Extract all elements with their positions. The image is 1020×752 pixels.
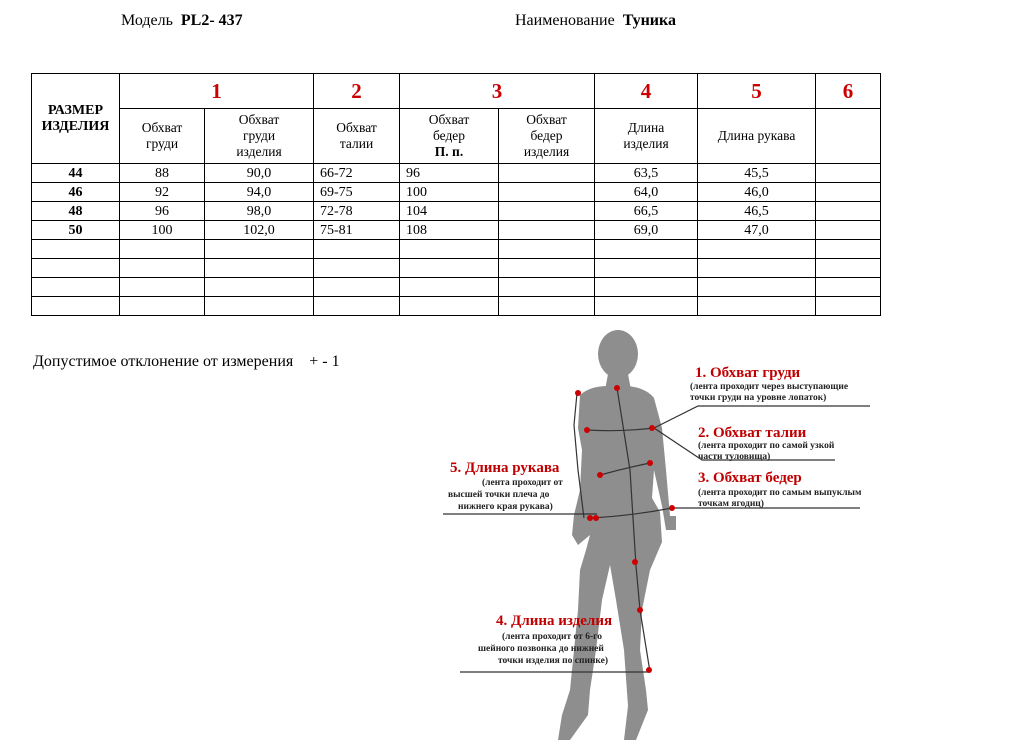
value-cell: 46,5 bbox=[698, 202, 816, 221]
figure-label-line: (лента проходит от 6-го bbox=[502, 632, 602, 642]
size-cell: 44 bbox=[32, 164, 120, 183]
figure-label-line: высшей точки плеча до bbox=[448, 490, 550, 500]
column-header: Обхват талии bbox=[314, 109, 400, 164]
figure-label-title: 1. Обхват груди bbox=[695, 365, 801, 381]
group-number: 2 bbox=[314, 74, 400, 109]
value-cell: 75-81 bbox=[314, 221, 400, 240]
value-cell: 69,0 bbox=[595, 221, 698, 240]
table-row bbox=[32, 297, 881, 316]
value-cell bbox=[400, 278, 499, 297]
value-cell bbox=[816, 202, 881, 221]
model-value: PL2- 437 bbox=[180, 12, 243, 29]
column-header: Обхват груди изделия bbox=[205, 109, 314, 164]
corner-line: РАЗМЕР bbox=[47, 102, 103, 118]
value-cell: 98,0 bbox=[205, 202, 314, 221]
value-cell bbox=[499, 278, 595, 297]
value-cell: 102,0 bbox=[205, 221, 314, 240]
figure-label-line: точки изделия по спинке) bbox=[498, 656, 609, 666]
figure-label-title: 5. Длина рукава bbox=[450, 460, 560, 476]
size-corner-cell bbox=[32, 74, 120, 164]
column-header: Обхват бедер изделия bbox=[499, 109, 595, 164]
group-number: 3 bbox=[400, 74, 595, 109]
group-header-row bbox=[32, 74, 881, 109]
value-cell bbox=[120, 240, 205, 259]
value-cell: 88 bbox=[120, 164, 205, 183]
figure-label-line: (лента проходит по самой узкой bbox=[698, 441, 835, 451]
table-row bbox=[32, 183, 881, 202]
figure-label-title: 3. Обхват бедер bbox=[698, 470, 802, 486]
value-cell bbox=[595, 297, 698, 316]
figure-label-line: нижнего края рукава) bbox=[458, 502, 553, 512]
value-cell: 69-75 bbox=[314, 183, 400, 202]
value-cell bbox=[499, 221, 595, 240]
tolerance-note: Допустимое отклонение от измерения + - 1 bbox=[33, 353, 340, 370]
table-row bbox=[32, 259, 881, 278]
group-number: 5 bbox=[698, 74, 816, 109]
value-cell bbox=[816, 240, 881, 259]
group-number: 6 bbox=[816, 74, 881, 109]
value-cell: 94,0 bbox=[205, 183, 314, 202]
value-cell bbox=[595, 240, 698, 259]
value-cell: 108 bbox=[400, 221, 499, 240]
column-header: Обхват бедер П. п. bbox=[400, 109, 499, 164]
name-value: Туника bbox=[622, 12, 676, 29]
value-cell bbox=[698, 259, 816, 278]
value-cell: 47,0 bbox=[698, 221, 816, 240]
value-cell bbox=[120, 259, 205, 278]
size-cell: 50 bbox=[32, 221, 120, 240]
figure-label-title: 2. Обхват талии bbox=[698, 425, 807, 441]
value-cell: 90,0 bbox=[205, 164, 314, 183]
value-cell bbox=[499, 259, 595, 278]
size-cell: 48 bbox=[32, 202, 120, 221]
value-cell bbox=[205, 278, 314, 297]
column-header: Длина рукава bbox=[698, 109, 816, 164]
measurement-figure bbox=[440, 320, 900, 745]
value-cell: 72-78 bbox=[314, 202, 400, 221]
value-cell: 96 bbox=[400, 164, 499, 183]
table-row bbox=[32, 240, 881, 259]
corner-line: ИЗДЕЛИЯ bbox=[41, 118, 110, 134]
value-cell bbox=[314, 297, 400, 316]
size-cell: 46 bbox=[32, 183, 120, 202]
column-header: Обхват груди bbox=[120, 109, 205, 164]
figure-label-line: (лента проходит через выступающие bbox=[690, 382, 849, 392]
value-cell: 64,0 bbox=[595, 183, 698, 202]
value-cell: 100 bbox=[400, 183, 499, 202]
table-row bbox=[32, 164, 881, 183]
value-cell bbox=[698, 240, 816, 259]
column-header: Длина изделия bbox=[595, 109, 698, 164]
value-cell bbox=[314, 240, 400, 259]
size-table bbox=[31, 73, 881, 316]
value-cell bbox=[314, 278, 400, 297]
value-cell: 104 bbox=[400, 202, 499, 221]
model-header bbox=[121, 12, 243, 30]
column-header bbox=[816, 109, 881, 164]
figure-label-line: части туловища) bbox=[698, 452, 771, 462]
value-cell bbox=[698, 297, 816, 316]
figure-label-line: точки груди на уровне лопаток) bbox=[690, 393, 827, 403]
size-cell bbox=[32, 240, 120, 259]
value-cell bbox=[816, 259, 881, 278]
value-cell bbox=[314, 259, 400, 278]
value-cell bbox=[816, 183, 881, 202]
value-cell bbox=[120, 297, 205, 316]
figure-label-line: (лента проходит по самым выпуклым bbox=[698, 488, 862, 498]
value-cell bbox=[400, 240, 499, 259]
table-row bbox=[32, 221, 881, 240]
size-cell bbox=[32, 259, 120, 278]
figure-label-line: (лента проходит от bbox=[482, 478, 563, 488]
value-cell bbox=[205, 297, 314, 316]
value-cell bbox=[816, 297, 881, 316]
value-cell: 92 bbox=[120, 183, 205, 202]
value-cell bbox=[816, 164, 881, 183]
value-cell bbox=[400, 297, 499, 316]
value-cell bbox=[205, 259, 314, 278]
value-cell bbox=[698, 278, 816, 297]
value-cell: 46,0 bbox=[698, 183, 816, 202]
value-cell bbox=[816, 221, 881, 240]
value-cell bbox=[595, 259, 698, 278]
value-cell bbox=[499, 183, 595, 202]
size-cell bbox=[32, 297, 120, 316]
value-cell bbox=[499, 202, 595, 221]
value-cell: 45,5 bbox=[698, 164, 816, 183]
figure-label-line: точкам ягодиц) bbox=[698, 499, 764, 509]
value-cell bbox=[499, 240, 595, 259]
value-cell: 96 bbox=[120, 202, 205, 221]
figure-label-line: шейного позвонка до нижней bbox=[478, 644, 604, 654]
value-cell bbox=[499, 164, 595, 183]
table-row bbox=[32, 278, 881, 297]
group-number: 1 bbox=[120, 74, 314, 109]
value-cell: 66,5 bbox=[595, 202, 698, 221]
value-cell: 66-72 bbox=[314, 164, 400, 183]
value-cell bbox=[595, 278, 698, 297]
table-row bbox=[32, 202, 881, 221]
value-cell: 63,5 bbox=[595, 164, 698, 183]
value-cell: 100 bbox=[120, 221, 205, 240]
size-cell bbox=[32, 278, 120, 297]
figure-label-title: 4. Длина изделия bbox=[496, 613, 613, 629]
value-cell bbox=[816, 278, 881, 297]
value-cell bbox=[499, 297, 595, 316]
name-header bbox=[515, 12, 676, 30]
group-number: 4 bbox=[595, 74, 698, 109]
value-cell bbox=[120, 278, 205, 297]
value-cell bbox=[205, 240, 314, 259]
value-cell bbox=[400, 259, 499, 278]
column-header-row bbox=[32, 109, 881, 164]
model-label: Модель bbox=[121, 12, 173, 29]
name-label: Наименование bbox=[515, 12, 615, 29]
